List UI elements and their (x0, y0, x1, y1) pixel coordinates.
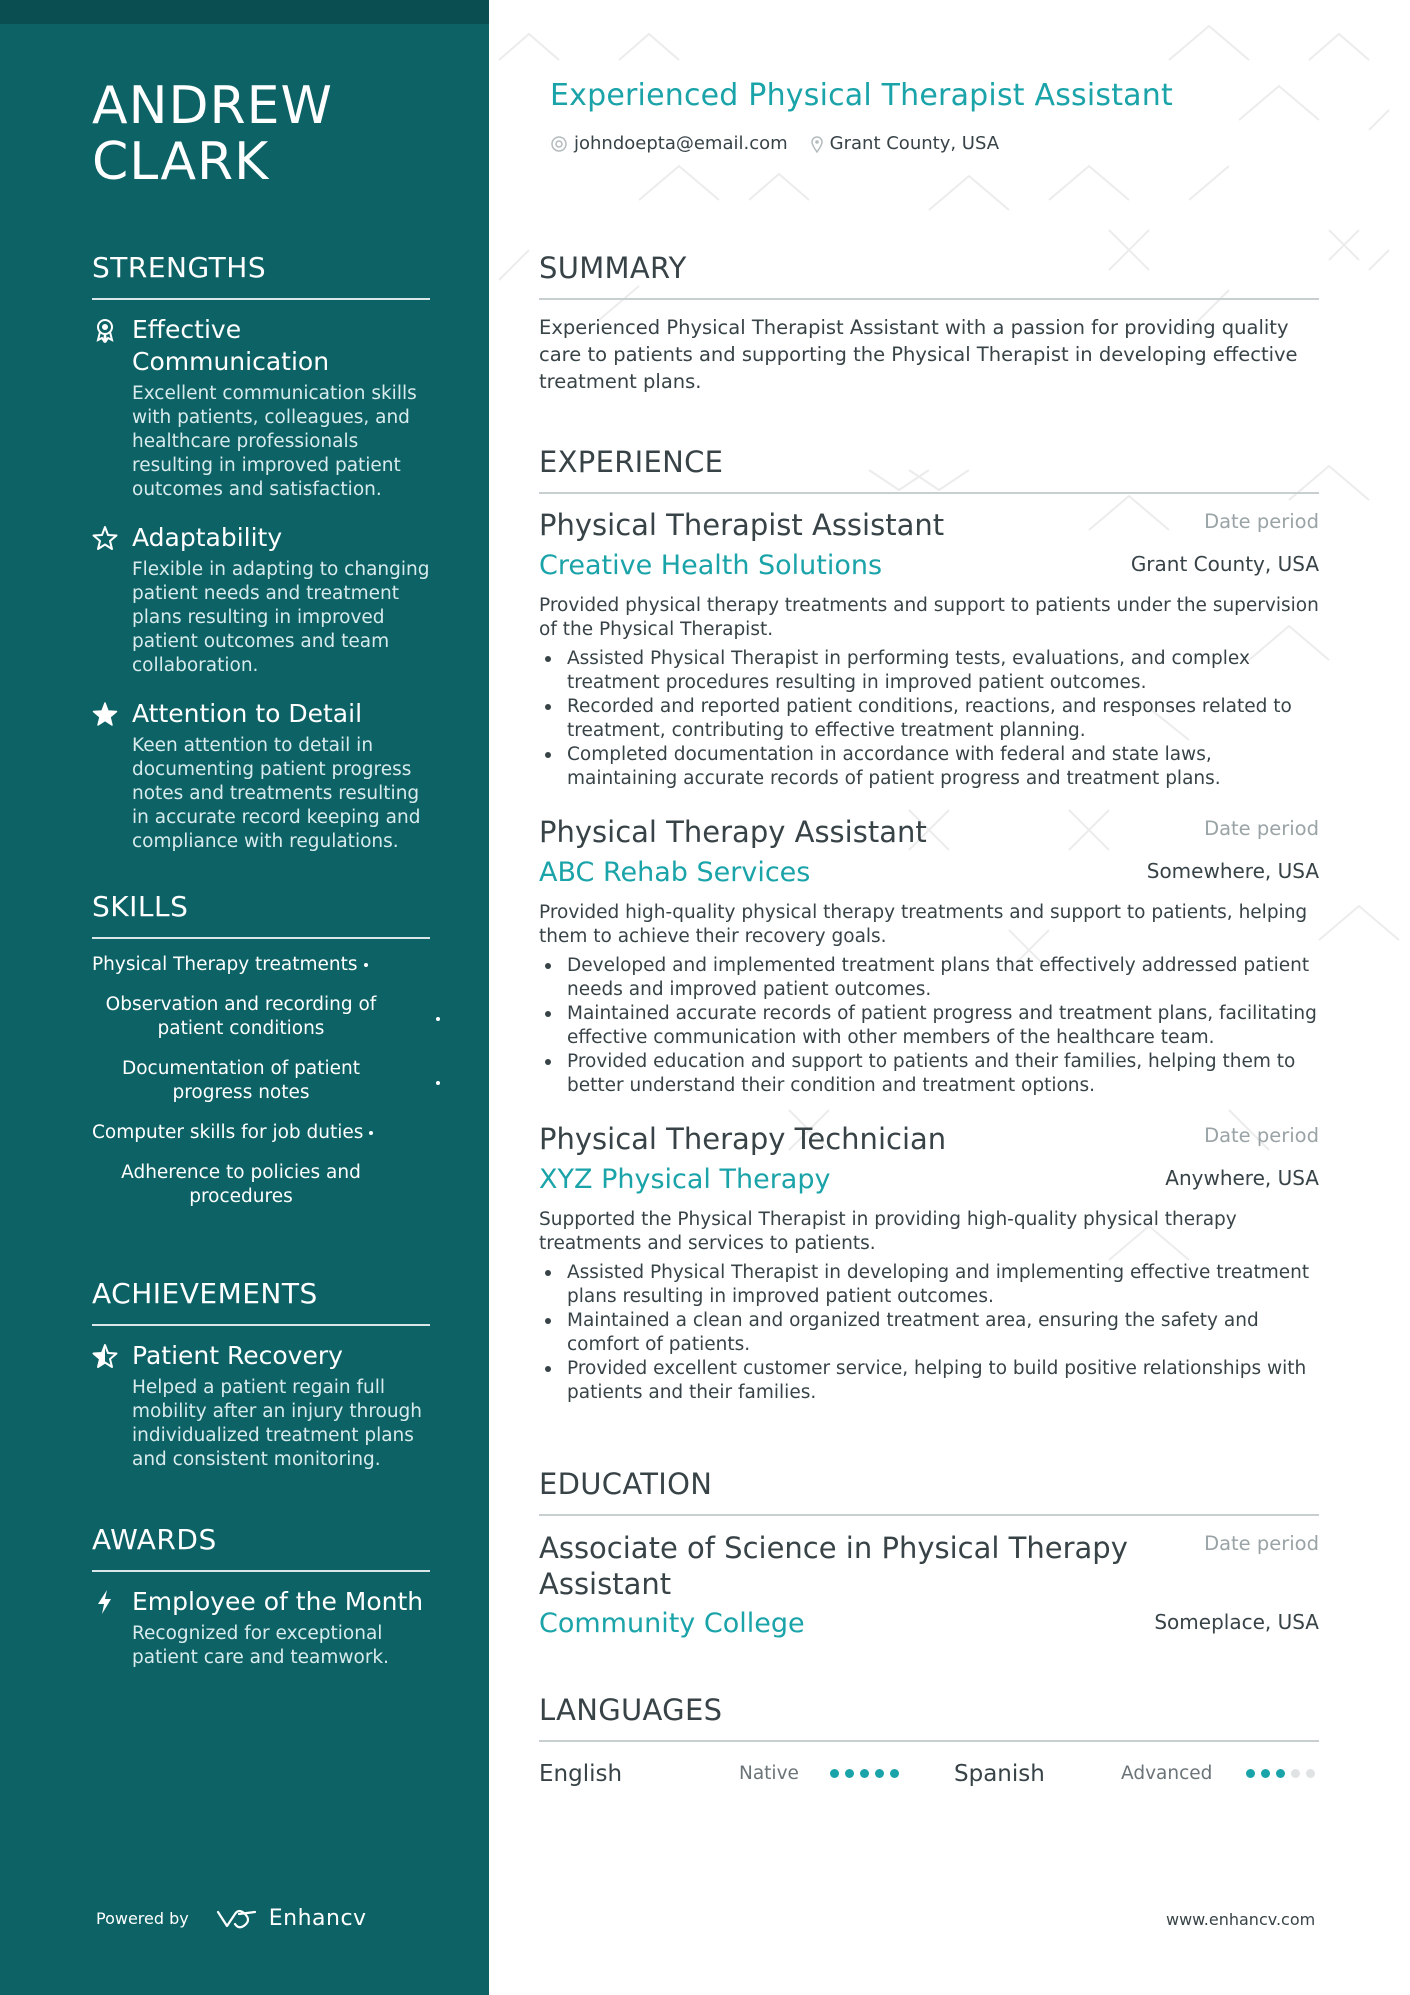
skill-item (92, 1057, 430, 1105)
achievement-title: Patient Recovery (132, 1341, 343, 1370)
job-bullet: Assisted Physical Therapist in performing tests, evaluations, and complex treatment procedures resulting in improved patient outcomes. (539, 647, 1319, 695)
dot-filled (875, 1769, 884, 1778)
job-date: Date period (1204, 1124, 1319, 1147)
job-bullet: Recorded and reported patient conditions, reactions, and responses related to treatment, contributing to effective treatment planning. (539, 695, 1319, 743)
strength-title: Attention to Detail (132, 699, 363, 728)
skill-item (92, 993, 430, 1041)
job-entry (539, 508, 1319, 791)
language-name: English (539, 1761, 623, 1787)
strengths-title: STRENGTHS (92, 250, 430, 300)
strength-title: Effective Communication (132, 315, 330, 376)
education-section (539, 1466, 1319, 1644)
location-pin-icon (810, 135, 824, 153)
job-entry (539, 815, 1319, 1098)
achievement-desc: Helped a patient regain full mobility after an injury through individualized treatment plans and consistent monitoring. (132, 1377, 423, 1470)
job-bullet: Maintained accurate records of patient progress and treatment plans, facilitating effective communication with other members of the healthcare team. (539, 1002, 1319, 1050)
experience-section (539, 444, 1319, 1405)
degree-title: Associate of Science in Physical Therapy Assistant (539, 1531, 1128, 1601)
languages-row (539, 1758, 1319, 1798)
sidebar (0, 0, 489, 1995)
skill-separator (436, 1081, 440, 1085)
email-text: johndoepta@email.com (574, 133, 788, 154)
awards-title: AWARDS (92, 1522, 430, 1572)
contact-location (810, 133, 999, 154)
skills-section (92, 889, 430, 1225)
education-title: EDUCATION (539, 1466, 1319, 1516)
strength-item (92, 314, 430, 502)
sidebar-top-bar (0, 0, 489, 24)
job-bullets (539, 1261, 1319, 1405)
dot-filled (845, 1769, 854, 1778)
job-company: Creative Health Solutions (539, 550, 883, 581)
award-icon (92, 317, 118, 343)
job-bullet: Completed documentation in accordance with federal and state laws, maintaining accurate records of patient progress and treatment plans. (539, 743, 1319, 791)
star-half-icon (92, 1343, 118, 1369)
job-description: Supported the Physical Therapist in providing high-quality physical therapy treatments and services to patients. (539, 1209, 1237, 1254)
job-bullet: Provided excellent customer service, helping to build positive relationships with patients and their families. (539, 1357, 1319, 1405)
strength-item (92, 698, 430, 854)
skill-separator (364, 963, 368, 967)
skill-separator (369, 1131, 373, 1135)
job-title: Physical Therapist Assistant (539, 508, 945, 542)
strengths-section (92, 250, 430, 854)
star-outline-icon (92, 525, 118, 551)
dot-empty (1306, 1769, 1315, 1778)
job-title: Physical Therapy Technician (539, 1122, 947, 1156)
skill-label: Physical Therapy treatments (92, 954, 358, 975)
language-item (539, 1758, 909, 1790)
powered-by-label: Powered by (96, 1909, 189, 1928)
job-bullets (539, 954, 1319, 1098)
education-date: Date period (1204, 1532, 1319, 1555)
experience-title: EXPERIENCE (539, 444, 1319, 494)
languages-section (539, 1692, 1319, 1798)
dot-filled (1276, 1769, 1285, 1778)
language-level: Advanced (1121, 1763, 1213, 1784)
job-bullet: Maintained a clean and organized treatment area, ensuring the safety and comfort of patients. (539, 1309, 1319, 1357)
job-location: Anywhere, USA (1165, 1166, 1319, 1190)
skill-label: Adherence to policies and procedures (121, 1162, 361, 1207)
dot-empty (1291, 1769, 1300, 1778)
strength-title: Adaptability (132, 523, 283, 552)
skill-item (92, 1121, 430, 1145)
job-location: Grant County, USA (1130, 552, 1319, 576)
school-location: Someplace, USA (1154, 1610, 1319, 1634)
job-bullet: Developed and implemented treatment plans that effectively addressed patient needs and improved patient outcomes. (539, 954, 1319, 1002)
headline: Experienced Physical Therapist Assistant (550, 78, 1173, 113)
award-item (92, 1586, 430, 1670)
strength-desc: Flexible in adapting to changing patient needs and treatment plans resulting in improved patient outcomes and team collaboration. (132, 559, 430, 676)
job-date: Date period (1204, 510, 1319, 533)
language-item (954, 1758, 1324, 1790)
first-name: ANDREW (92, 76, 333, 136)
achievements-title: ACHIEVEMENTS (92, 1276, 430, 1326)
skill-label: Observation and recording of patient conditions (105, 994, 377, 1039)
enhancv-brand-name: Enhancv (268, 1906, 367, 1931)
powered-by (96, 1906, 367, 1931)
contact-info (550, 133, 1021, 154)
last-name: CLARK (92, 132, 270, 192)
languages-title: LANGUAGES (539, 1692, 1319, 1742)
dot-filled (890, 1769, 899, 1778)
job-bullets (539, 647, 1319, 791)
job-description: Provided physical therapy treatments and support to patients under the supervision of the Physical Therapist. (539, 595, 1319, 640)
summary-section (539, 250, 1319, 395)
skill-item (92, 1161, 430, 1209)
summary-text: Experienced Physical Therapist Assistant with a passion for providing quality care to patients and supporting the Physical Therapist in developing effective treatment plans. (539, 316, 1298, 393)
website-link[interactable]: www.enhancv.com (1166, 1910, 1316, 1929)
achievements-section (92, 1276, 430, 1472)
job-bullet: Assisted Physical Therapist in developing and implementing effective treatment plans resulting in improved patient outcomes. (539, 1261, 1319, 1309)
dot-filled (1246, 1769, 1255, 1778)
job-description: Provided high-quality physical therapy treatments and support to patients, helping them to achieve their recovery goals. (539, 902, 1308, 947)
school-name: Community College (539, 1608, 805, 1639)
lightning-icon (92, 1589, 118, 1615)
language-level: Native (739, 1763, 799, 1784)
skill-separator (436, 1017, 440, 1021)
award-title: Employee of the Month (132, 1587, 424, 1616)
enhancv-logo[interactable] (215, 1906, 367, 1931)
skill-label: Computer skills for job duties (92, 1122, 364, 1143)
strength-item (92, 522, 430, 678)
award-desc: Recognized for exceptional patient care and teamwork. (132, 1623, 390, 1668)
job-date: Date period (1204, 817, 1319, 840)
strength-desc: Keen attention to detail in documenting patient progress notes and treatments resulting in accurate record keeping and compliance with regulations. (132, 735, 421, 852)
dot-filled (860, 1769, 869, 1778)
dot-filled (1261, 1769, 1270, 1778)
star-filled-icon (92, 701, 118, 727)
at-icon (550, 135, 568, 153)
job-entry (539, 1122, 1319, 1405)
language-name: Spanish (954, 1761, 1045, 1787)
location-text: Grant County, USA (829, 133, 1000, 154)
achievement-item (92, 1340, 430, 1472)
enhancv-logo-icon (215, 1908, 261, 1930)
proficiency-dots (1246, 1769, 1321, 1778)
job-location: Somewhere, USA (1146, 859, 1319, 883)
skills-title: SKILLS (92, 889, 430, 939)
strength-desc: Excellent communication skills with patients, colleagues, and healthcare professionals resulting in improved patient outcomes and satisfaction. (132, 383, 417, 500)
candidate-name (92, 78, 333, 190)
job-company: XYZ Physical Therapy (539, 1164, 831, 1195)
job-title: Physical Therapy Assistant (539, 815, 927, 849)
summary-title: SUMMARY (539, 250, 1319, 300)
education-entry (539, 1530, 1319, 1644)
dot-filled (830, 1769, 839, 1778)
skill-item (92, 953, 430, 977)
job-bullet: Provided education and support to patients and their families, helping them to better understand their condition and treatment options. (539, 1050, 1319, 1098)
awards-section (92, 1522, 430, 1670)
contact-email[interactable] (550, 133, 788, 154)
job-company: ABC Rehab Services (539, 857, 811, 888)
proficiency-dots (830, 1769, 905, 1778)
skill-label: Documentation of patient progress notes (121, 1058, 361, 1103)
